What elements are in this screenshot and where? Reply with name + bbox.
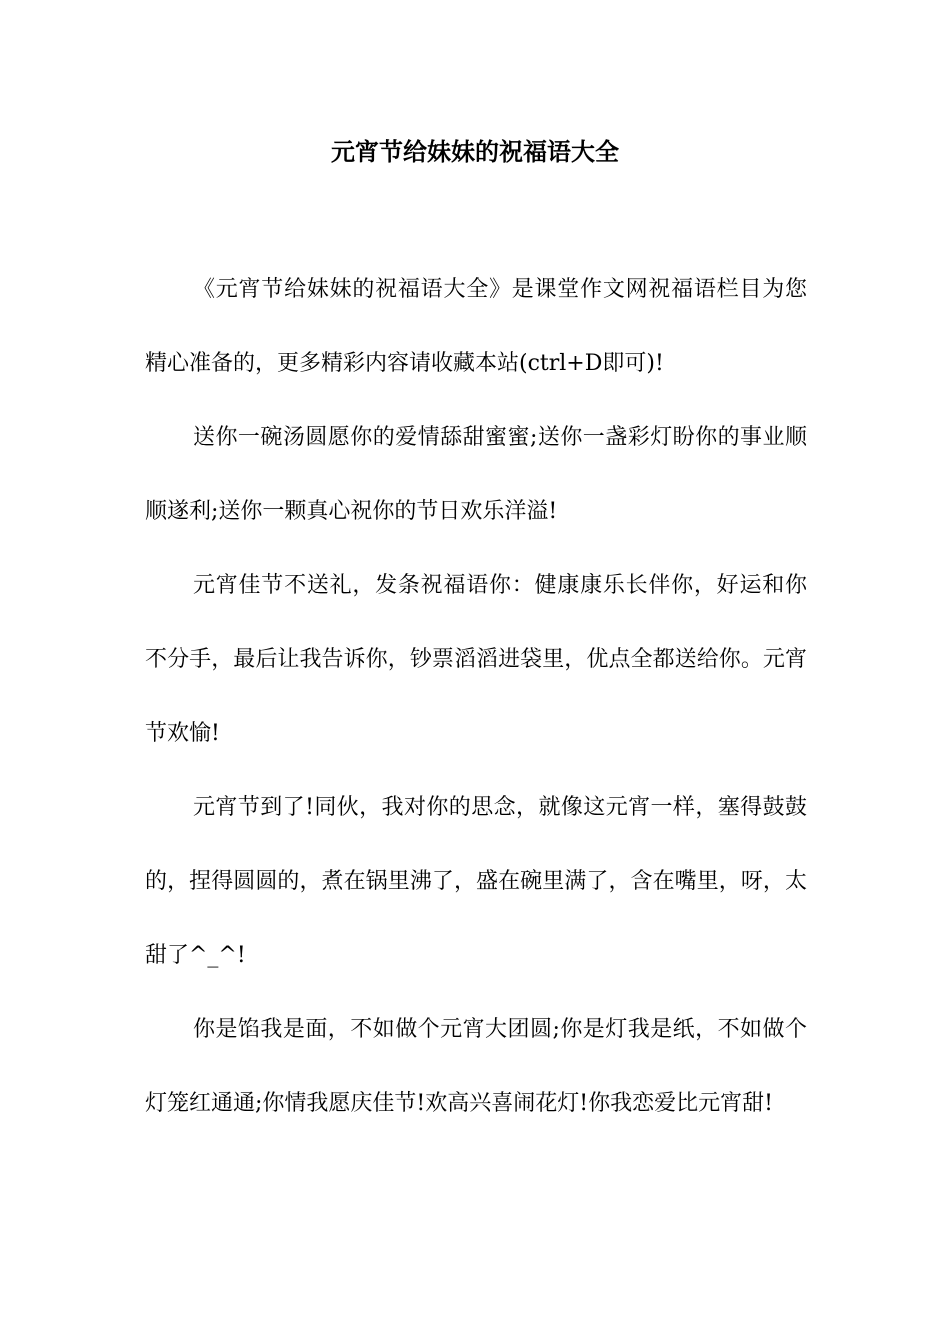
document-body [145,253,807,1141]
paragraph-blessing-3: 元宵节到了!同伙，我对你的思念，就像这元宵一样，塞得鼓鼓的，捏得圆圆的，煮在锅里沸了，盛在碗里满了，含在嘴里，呀，太甜了^_^! [145,795,807,968]
paragraph-intro: 《元宵节给妹妹的祝福语大全》是课堂作文网祝福语栏目为您精心准备的，更多精彩内容请收藏本站(ctrl+D即可)! [145,277,807,376]
paragraph-blessing-2: 元宵佳节不送礼，发条祝福语你：健康康乐长伴你，好运和你不分手，最后让我告诉你，钞票滔滔进袋里，优点全都送给你。元宵节欢愉! [145,573,807,746]
paragraph-blessing-1: 送你一碗汤圆愿你的爱情舔甜蜜蜜;送你一盏彩灯盼你的事业顺顺遂利;送你一颗真心祝你的节日欢乐洋溢! [145,425,807,524]
document-title: 元宵节给妹妹的祝福语大全 [331,137,619,166]
paragraph-blessing-4: 你是馅我是面，不如做个元宵大团圆;你是灯我是纸，不如做个灯笼红通通;你情我愿庆佳节!欢高兴喜闹花灯!你我恋爱比元宵甜! [145,1017,807,1116]
